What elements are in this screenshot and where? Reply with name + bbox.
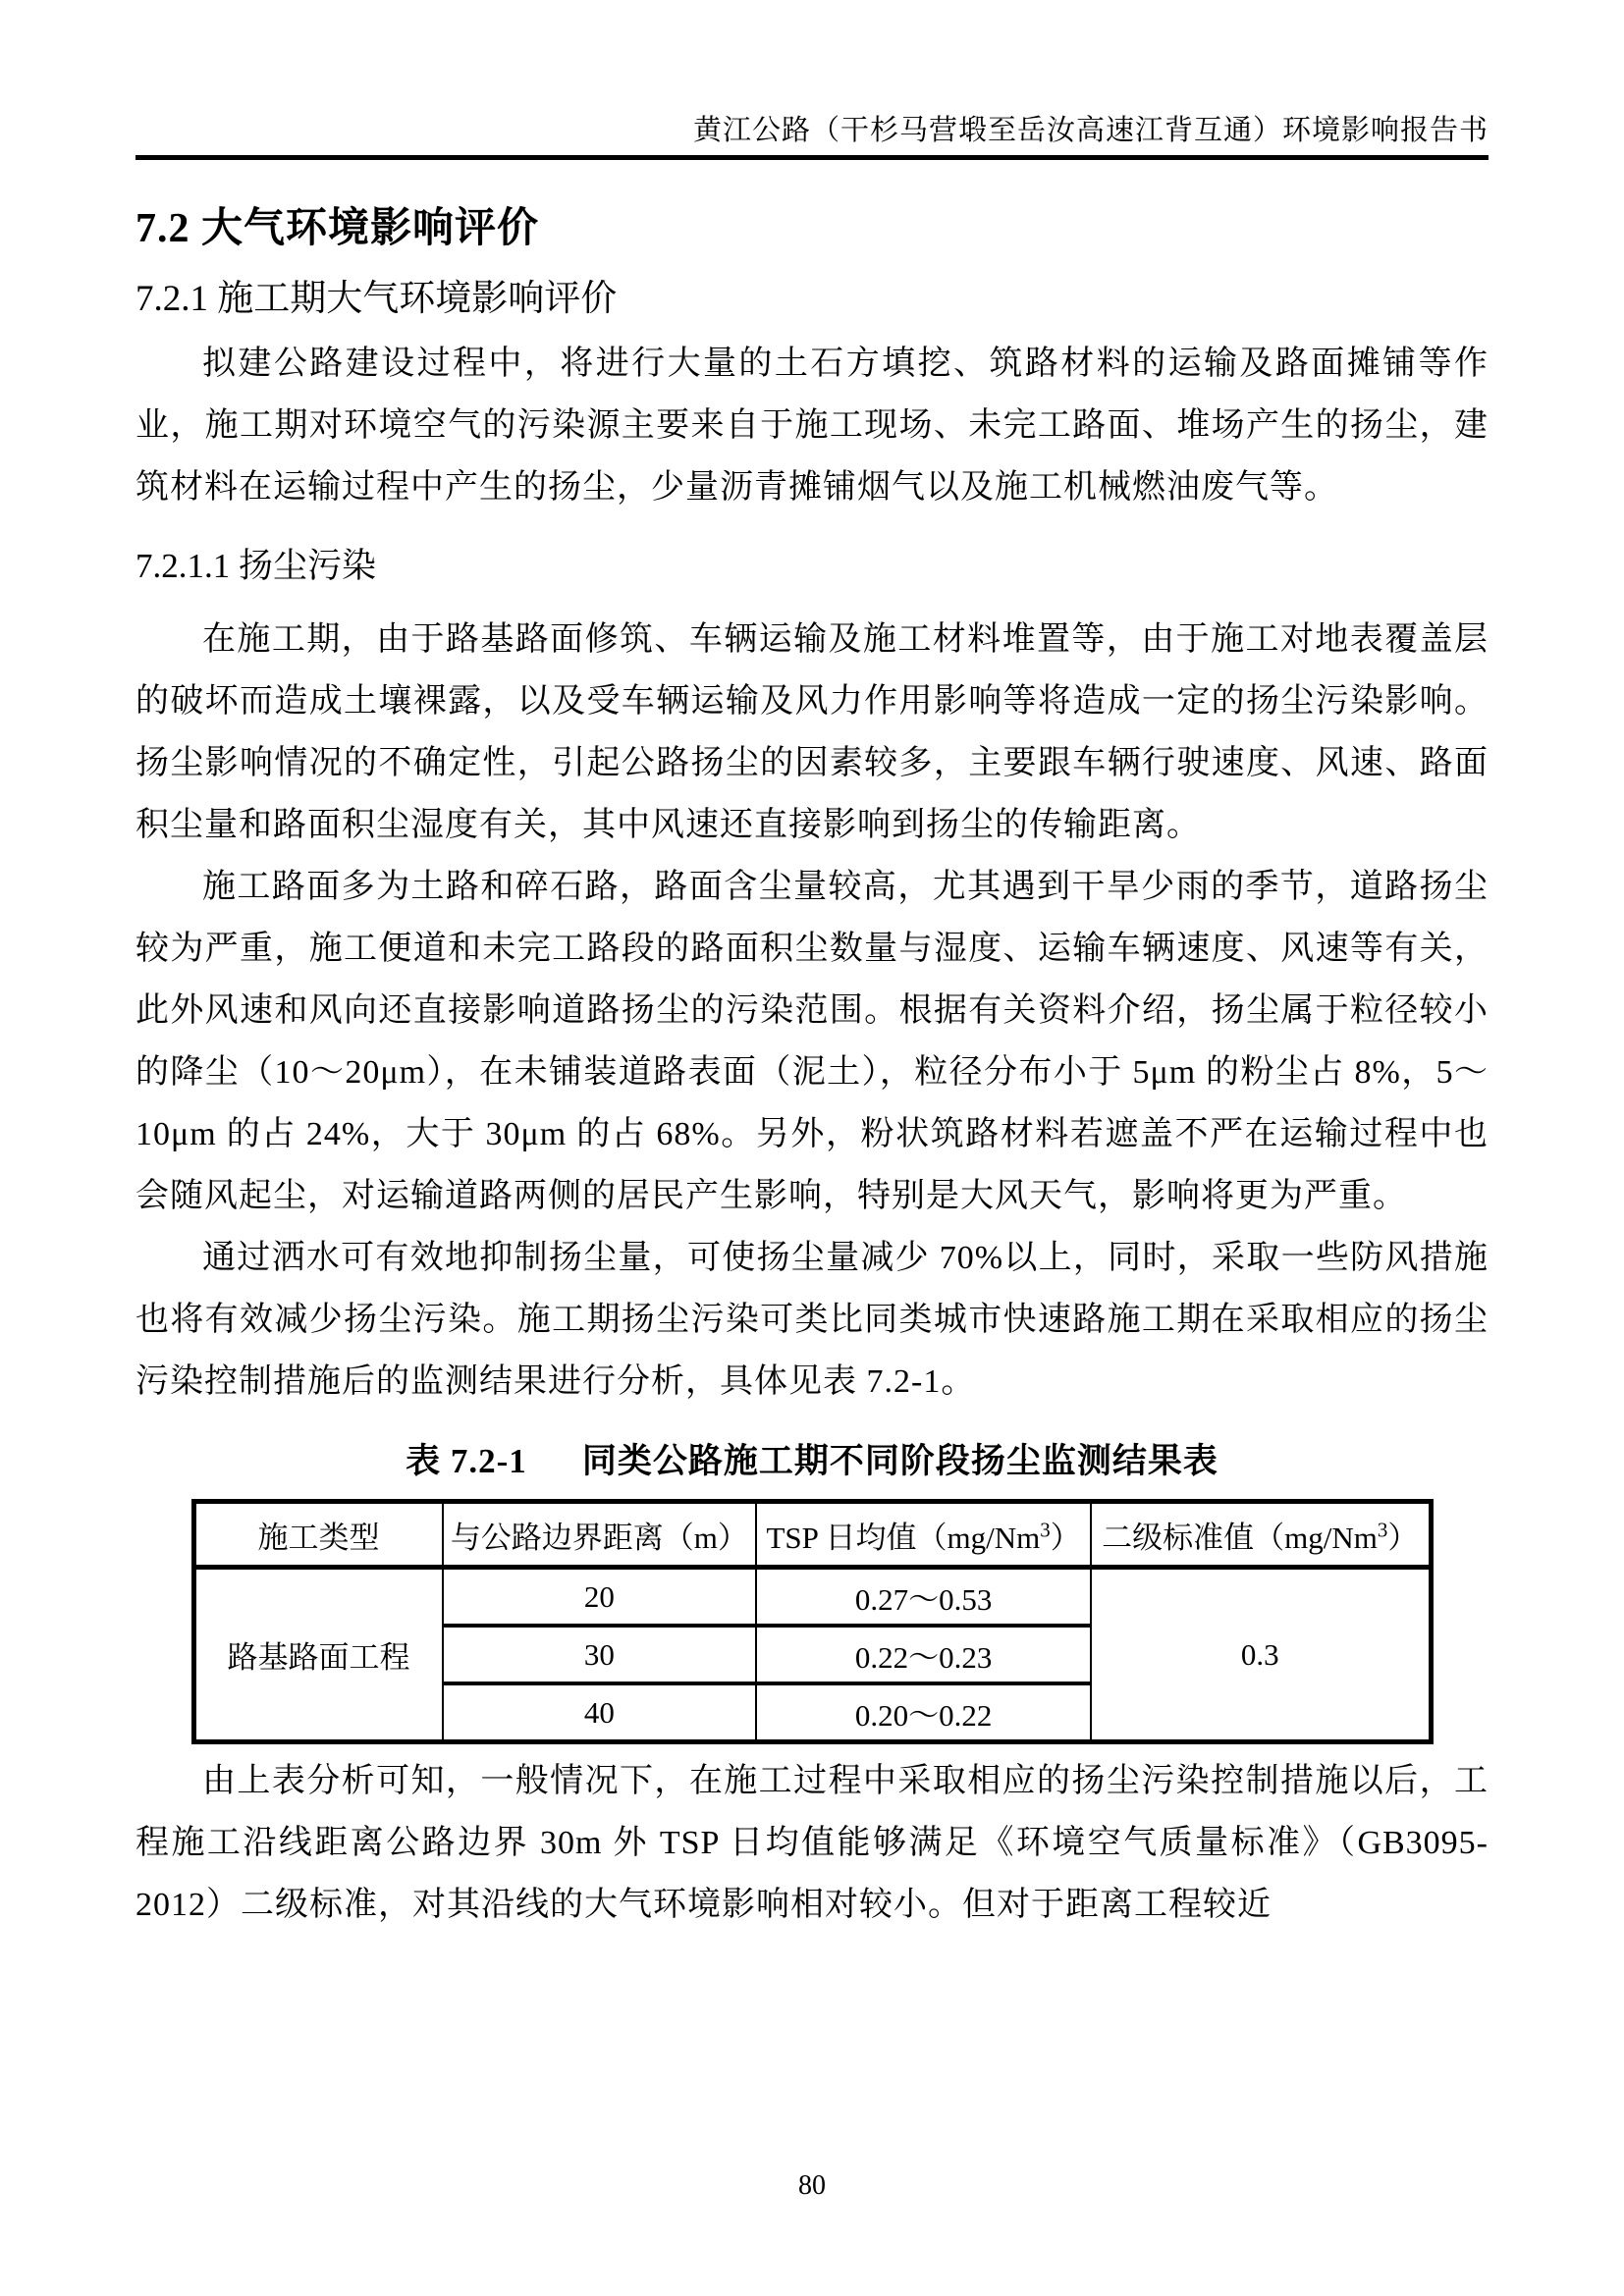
cell-distance-20: 20 [443,1568,757,1627]
col-header-class2-standard: 二级标准值（mg/Nm$^3$） [1091,1502,1431,1568]
col-header-tsp-daily: TSP 日均值（mg/Nm$^3$） [756,1502,1091,1568]
dust-monitoring-table [191,1499,1434,1744]
cell-distance-30: 30 [443,1626,757,1683]
cell-tsp-30: 0.22～0.23 [756,1626,1091,1683]
paragraph-dust-particle-size: 施工路面多为土路和碎石路，路面含尘量较高，尤其遇到干旱少雨的季节，道路扬尘较为严重，施工便道和未完工路段的路面积尘数量与湿度、运输车辆速度、风速等有关，此外风速和风向还直接影响道路扬尘的污染范围。根据有关资料介绍，扬尘属于粒径较小的降尘（10～20μm），在未铺装道路表面（泥土），粒径分布小于 5μm 的粉尘占 8%，5～10μm 的占 24%，大于 30μm 的占 68%。另外，粉状筑路材料若遮盖不严在运输过程中也会随风起尘，对运输道路两侧的居民产生影响，特别是大风天气，影响将更为严重。 [135,869,1489,1214]
page-header [135,0,1489,160]
header-title: 黄江公路（干杉马营塅至岳汝高速江背互通）环境影响报告书 [692,115,1489,146]
cell-construction-type: 路基路面工程 [193,1568,443,1742]
page-content [135,203,1489,1936]
table-number: 表 7.2-1 [406,1442,527,1480]
paragraph-overview: 拟建公路建设过程中，将进行大量的土石方填挖、筑路材料的运输及路面摊铺等作业，施工期对环境空气的污染源主要来自于施工现场、未完工路面、堆场产生的扬尘，建筑材料在运输过程中产生的扬尘，少量沥青摊铺烟气以及施工机械燃油废气等。 [135,346,1489,506]
table-title-text: 同类公路施工期不同阶段扬尘监测结果表 [581,1442,1218,1480]
paragraph-dust-causes: 在施工期，由于路基路面修筑、车辆运输及施工材料堆置等，由于施工对地表覆盖层的破坏而造成土壤裸露，以及受车辆运输及风力作用影响等将造成一定的扬尘污染影响。扬尘影响情况的不确定性，引起公路扬尘的因素较多，主要跟车辆行驶速度、风速、路面积尘量和路面积尘湿度有关，其中风速还直接影响到扬尘的传输距离。 [135,621,1489,843]
paragraph-water-spray: 通过洒水可有效地抑制扬尘量，可使扬尘量减少 70%以上，同时，采取一些防风措施也将有效减少扬尘污染。施工期扬尘污染可类比同类城市快速路施工期在采取相应的扬尘污染控制措施后的监测结果进行分析，具体见表 7.2-1。 [135,1240,1489,1400]
col-header-construction-type: 施工类型 [193,1502,443,1568]
cell-standard-value: 0.3 [1091,1568,1431,1742]
table-title [135,1434,1489,1483]
paragraph-conclusion: 由上表分析可知，一般情况下，在施工过程中采取相应的扬尘污染控制措施以后，工程施工沿线距离公路边界 30m 外 TSP 日均值能够满足《环境空气质量标准》（GB3095-2012）二级标准，对其沿线的大气环境影响相对较小。但对于距离工程较近 [135,1763,1489,1923]
col-header-distance: 与公路边界距离（m） [443,1502,757,1568]
heading-7-2-1: 7.2.1 施工期大气环境影响评价 [135,279,618,319]
cell-tsp-20: 0.27～0.53 [756,1568,1091,1627]
page-number: 80 [798,2170,826,2201]
cell-distance-40: 40 [443,1683,757,1742]
table-header-row [193,1502,1431,1568]
table-row [193,1568,1431,1627]
heading-7-2: 7.2 大气环境影响评价 [135,206,540,251]
cell-tsp-40: 0.20～0.22 [756,1683,1091,1742]
heading-7-2-1-1: 7.2.1.1 扬尘污染 [135,547,377,585]
